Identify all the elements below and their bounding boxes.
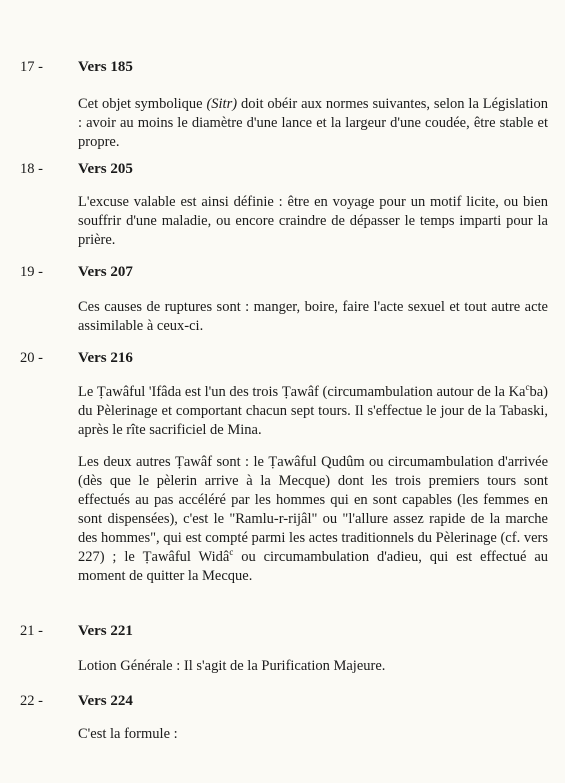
note-paragraph [78,453,548,586]
note-heading: Vers 221 [78,623,133,639]
paragraph-text: doit obéir aux normes suivantes, selon la Législation : avoir au moins le diamètre d'une lance et la largeur d'une coudée, être stable et propre. [78,96,548,150]
note-heading: Vers 205 [78,161,133,177]
note-paragraph [78,95,548,152]
note-number: 20 - [20,350,43,366]
note-number: 19 - [20,264,43,280]
paragraph-text: C'est la formule : [78,726,178,742]
note-number: 18 - [20,161,43,177]
paragraph-text: L'excuse valable est ainsi définie : être en voyage pour un motif licite, ou bien souffrir d'une maladie, ou encore craindre de dépasser le temps imparti pour la prière. [78,194,548,248]
superscript-letter: c [525,382,530,393]
italic-term: (Sitr) [206,96,238,112]
note-number: 17 - [20,59,43,75]
note-heading: Vers 207 [78,264,133,280]
paragraph-text: Les deux autres Ṭawâf sont : le Ṭawâful Qudûm ou circumambulation d'arrivée (dès que le pèlerin arrive à la Mecque) dont les trois premiers tours sont effectués au pas accéléré par les hommes qui en sont capables (les femmes en sont dispensées), c'est le "Ramlu-r-rijâl" ou "l'allure assez rapide de la marche des hommes", qui est compté parmi les actes traditionnels du Pèlerinage (cf. vers 227) ; le Ṭawâful Widâ [78,454,548,565]
note-paragraph [78,298,548,336]
note-paragraph [78,725,548,744]
note-paragraph [78,657,548,676]
note-number: 21 - [20,623,43,639]
paragraph-text: Le Ṭawâful 'Ifâda est l'un des trois Ṭawâf (circumambulation autour de la Ka [78,384,526,400]
note-number: 22 - [20,693,43,709]
note-heading: Vers 224 [78,693,133,709]
paragraph-text: Ces causes de ruptures sont : manger, boire, faire l'acte sexuel et tout autre acte assimilable à ceux-ci. [78,299,548,334]
paragraph-text: Cet objet symbolique [78,96,207,112]
note-paragraph [78,383,548,440]
paragraph-text: ba) du Pèlerinage et comportant chacun sept tours. Il s'effectue le jour de la Tabaski, après le rîte sacrificiel de Mina. [78,384,548,438]
paragraph-text: Lotion Générale : Il s'agit de la Purification Majeure. [78,658,386,674]
note-heading: Vers 216 [78,350,133,366]
paragraph-text: ou circumambulation d'adieu, qui est effectué au moment de quitter la Mecque. [78,549,549,584]
superscript-letter: c [229,547,234,558]
note-paragraph [78,193,548,250]
note-heading: Vers 185 [78,59,133,75]
